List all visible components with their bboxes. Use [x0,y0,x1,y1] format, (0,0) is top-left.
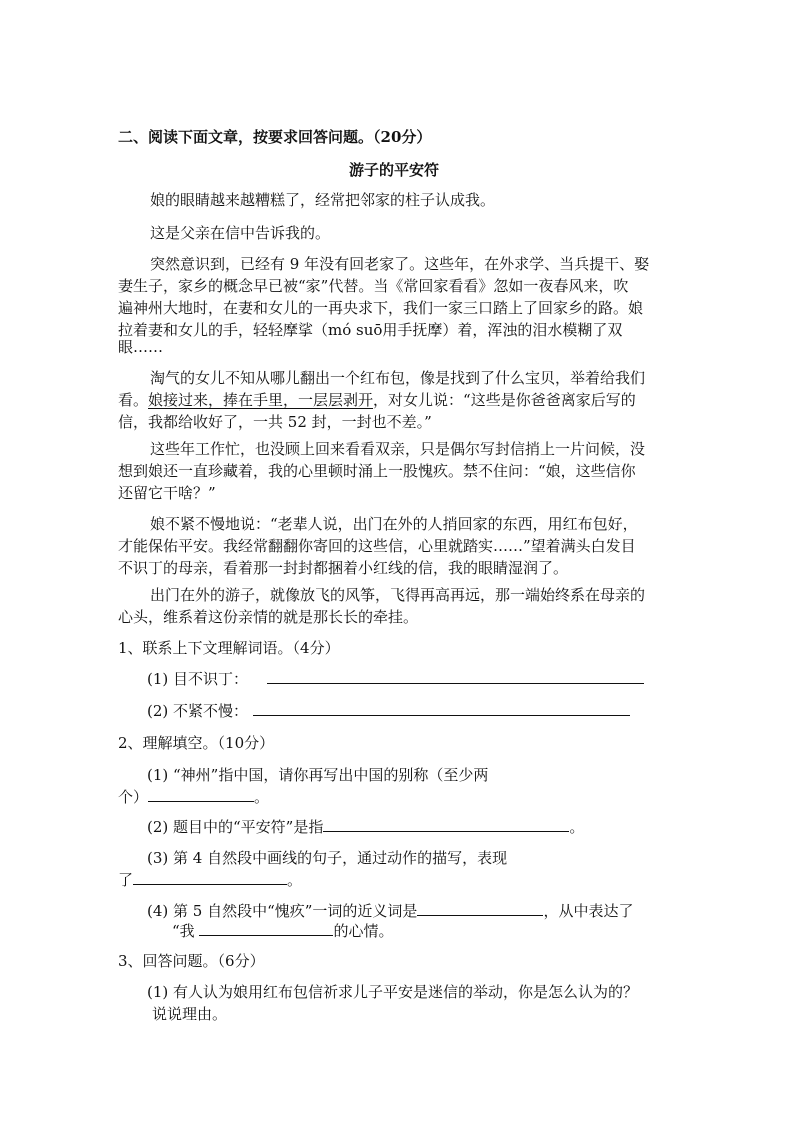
question-3a-line: 说说理由。 [152,1005,228,1023]
question-3-title: 3、回答问题。（6分） [118,952,265,970]
paragraph-5-line: 这些年工作忙，也没顾上回来看看双亲，只是偶尔写封信捎上一片问候，没 [150,440,646,458]
answer-blank[interactable] [253,700,630,716]
paragraph-3-line: 遍神州大地时，在妻和女儿的一再央求下，我们一家三口踏上了回家乡的路。娘 [118,299,644,317]
question-2a-text: 个） [118,788,149,806]
question-2b-line [147,816,584,839]
answer-blank[interactable] [323,816,569,832]
paragraph-4-line: 淘气的女儿不知从哪儿翻出一个红布包，像是找到了什么宝贝，举着给我们 [150,369,646,387]
question-2a-line: (1) “神州”指中国，请你再写出中国的别称（至少两 [147,766,489,784]
section-heading: 二、阅读下面文章，按要求回答问题。（20分） [118,128,432,146]
paragraph-3-line: 妻生子，家乡的概念早已被“家”代替。当《常回家看看》忽如一夜春风来，吹 [118,277,629,295]
question-2c-line [118,869,302,892]
paragraph-6-line: 娘不紧不慢地说：“老辈人说，出门在外的人捎回家的东西，用红布包好， [150,515,638,533]
question-2d-line [172,920,393,943]
paragraph-4-text: 看。 [118,391,149,409]
question-2d-text: “我 [172,922,200,940]
paragraph-7-line: 出门在外的游子，就像放飞的风筝，飞得再高再远，那一端始终系在母亲的 [150,586,646,604]
paragraph-4-text: ，对女儿说：“这些是你爸爸离家后写的 [373,391,636,409]
question-2-title: 2、理解填空。（10分） [118,734,275,752]
question-2a-line [118,786,269,809]
underlined-sentence: 娘接过来，捧在手里，一层层剥开 [148,391,374,409]
answer-blank[interactable] [267,668,644,684]
answer-blank[interactable] [148,786,254,802]
question-2d-text: (4) 第 5 自然段中“愧疚”一词的近义词是 [147,902,418,920]
question-2c-text: 了 [118,871,134,889]
question-3a-line: (1) 有人认为娘用红布包信祈求儿子平安是迷信的举动，你是怎么认为的？ [147,983,639,1001]
question-2a-end: 。 [254,788,270,806]
paragraph-6-line: 才能保佑平安。我经常翻翻你寄回的这些信，心里就踏实……”望着满头白发目 [118,537,636,555]
question-2b-end: 。 [569,818,585,836]
answer-blank[interactable] [199,920,333,936]
paragraph-6-line: 不识丁的母亲，看着那一封封都捆着小红线的信，我的眼睛湿润了。 [118,559,569,577]
question-1b [147,700,630,723]
question-2c-line: (3) 第 4 自然段中画线的句子，通过动作的描写，表现 [147,849,508,867]
paragraph-3-line: 突然意识到，已经有 9 年没有回老家了。这些年，在外求学、当兵提干、娶 [150,255,650,273]
paragraph-7-line: 心头，维系着这份亲情的就是那长长的牵挂。 [118,608,419,626]
paragraph-4-line: 信，我都给收好了，一共 52 封，一封也不差。” [118,413,432,431]
question-1-title: 1、联系上下文理解词语。（4分） [118,639,340,657]
paragraph-5-line: 想到娘还一直珍藏着，我的心里顿时涌上一股愧疚。禁不住问：“娘，这些信你 [118,462,636,480]
question-1b-label: (2) 不紧不慢： [147,702,249,720]
article-title: 游子的平安符 [349,161,440,179]
question-2b-text: (2) 题目中的“平安符”是指 [147,818,324,836]
paragraph-3-line: 眼…… [118,338,164,356]
question-1a [147,668,644,691]
paragraph-1: 娘的眼睛越来越糟糕了，经常把邻家的柱子认成我。 [150,191,496,209]
question-2c-end: 。 [287,871,303,889]
answer-blank[interactable] [417,900,543,916]
question-1a-label: (1) 目不识丁： [147,670,249,688]
paragraph-2: 这是父亲在信中告诉我的。 [150,224,331,242]
paragraph-4-line [118,389,636,412]
answer-blank[interactable] [133,869,287,885]
paragraph-5-line: 还留它干啥？” [118,484,216,502]
paragraph-3-line: 拉着妻和女儿的手，轻轻摩挲（mó suō用手抚摩）着，浑浊的泪水模糊了双 [118,321,623,339]
question-2d-mid: ，从中表达了 [543,902,634,920]
question-2d-end: 的心情。 [333,922,394,940]
